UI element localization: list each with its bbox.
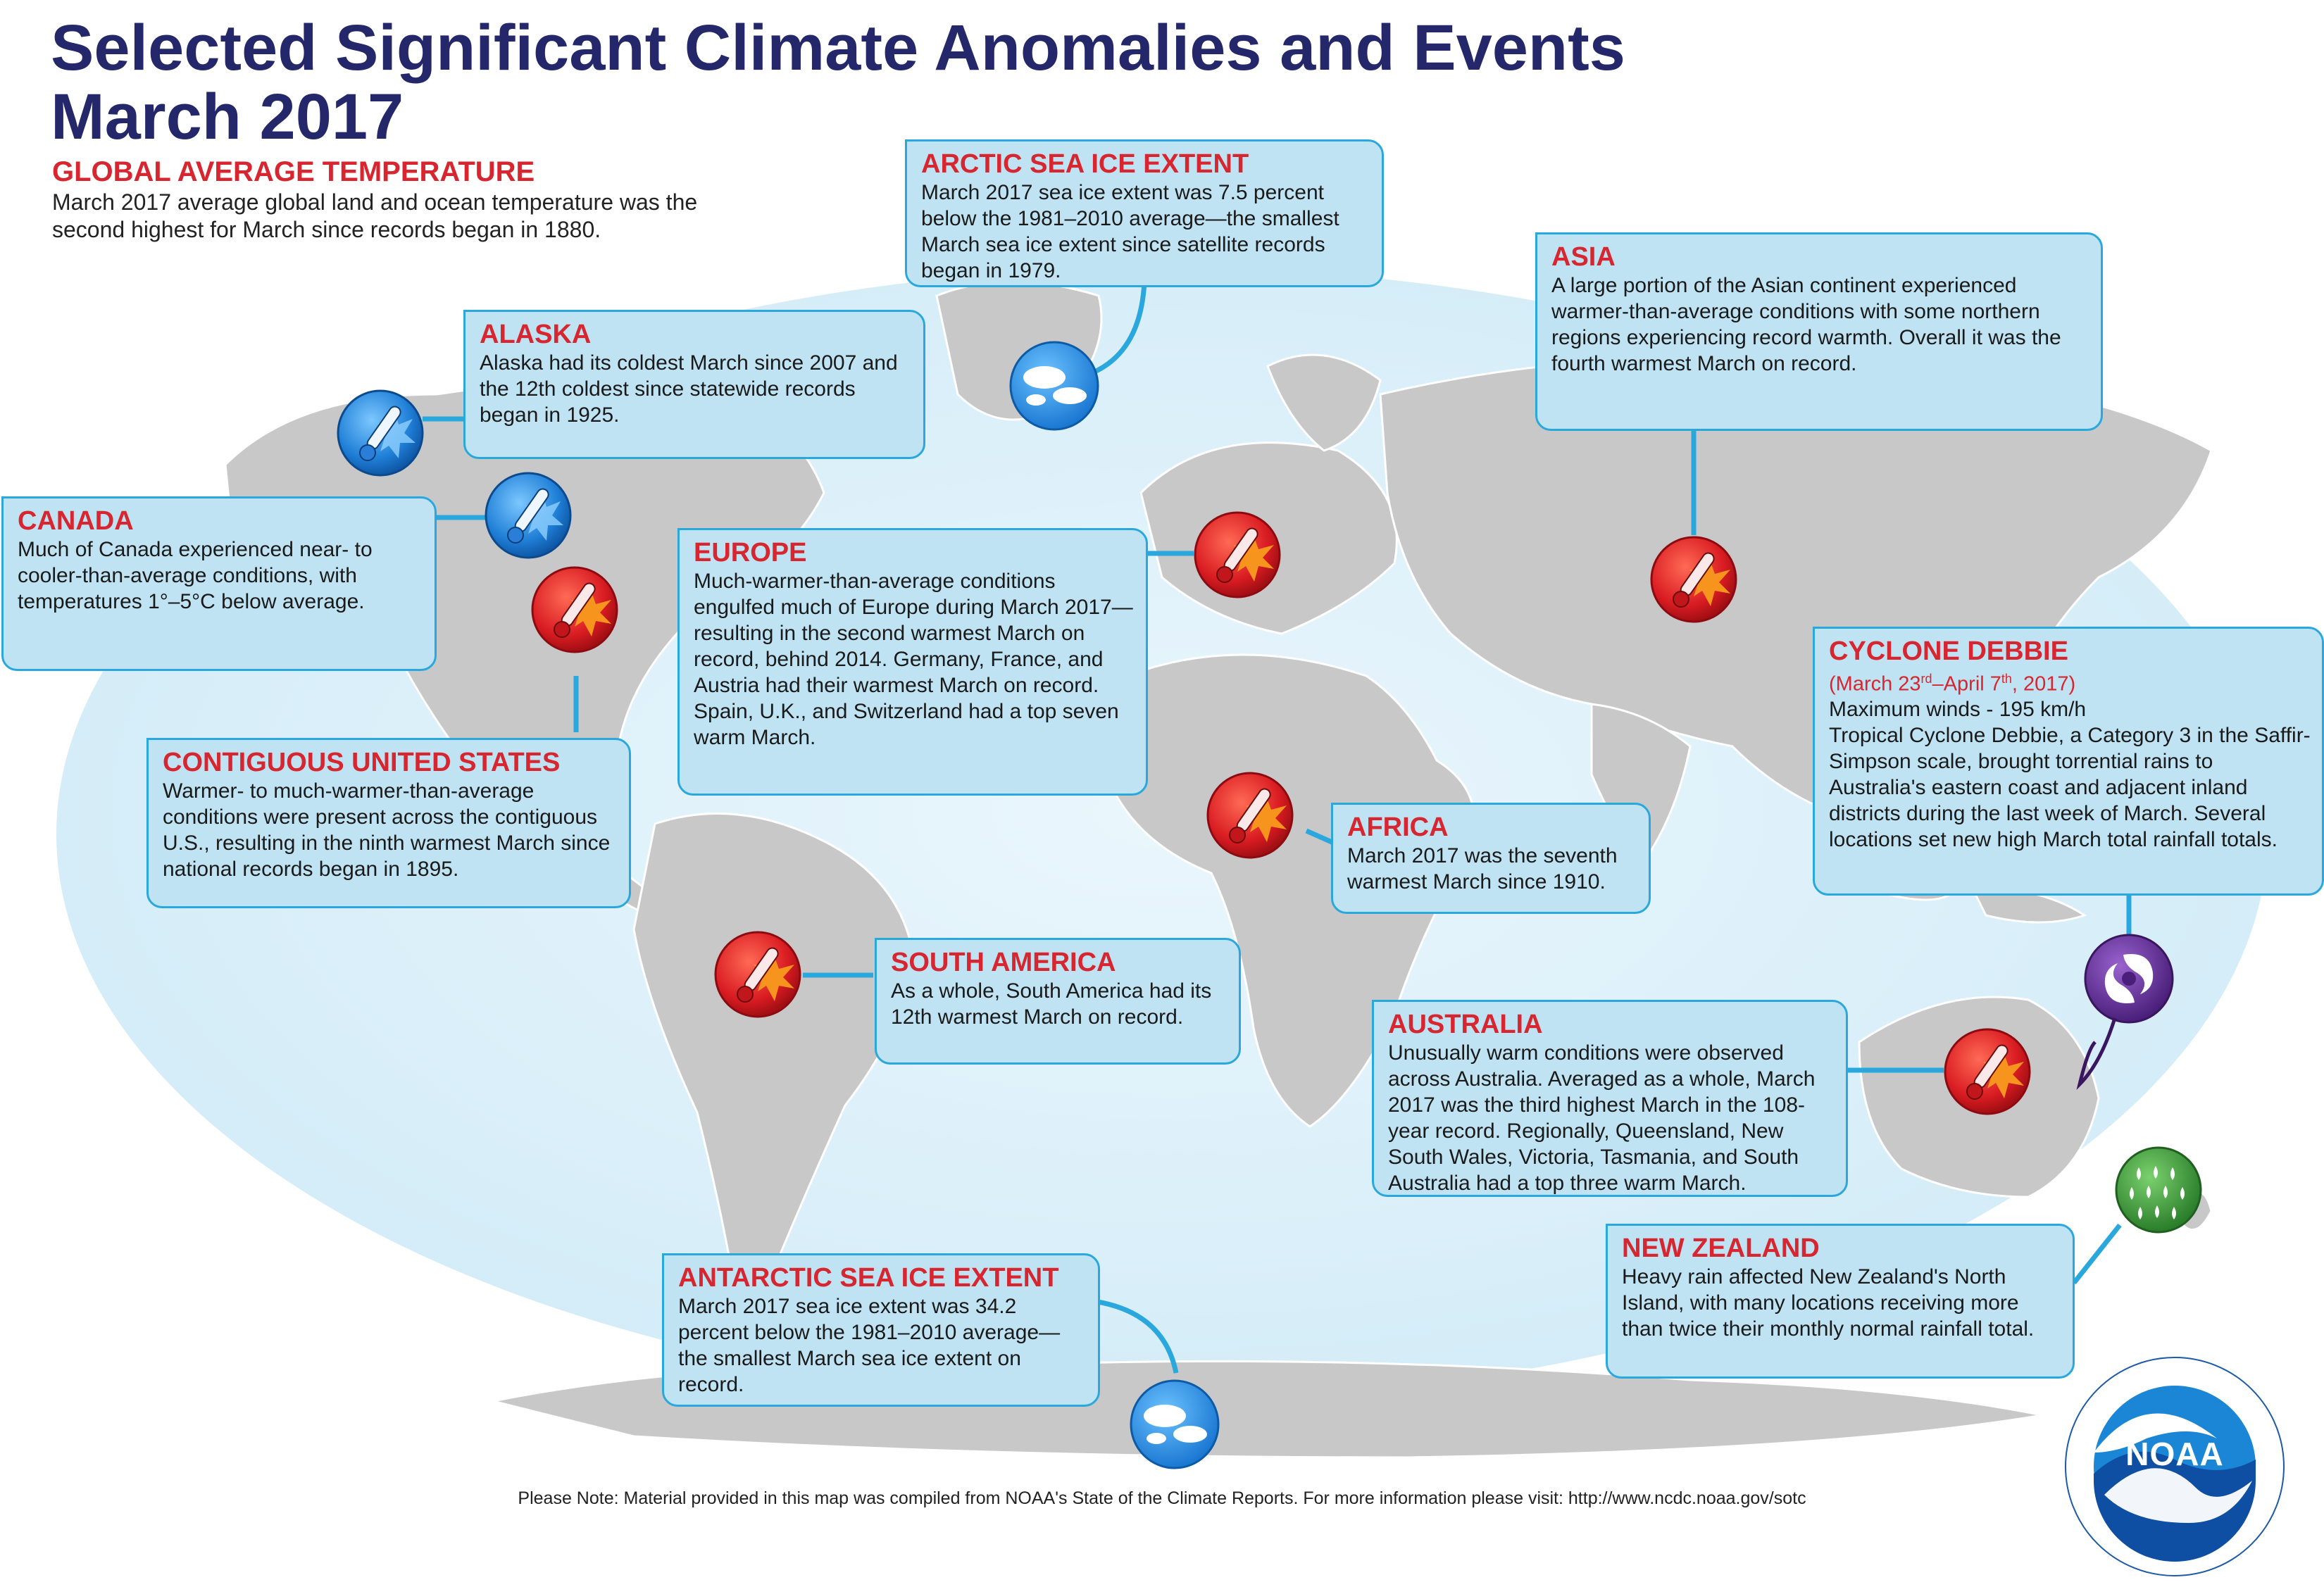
alaska-thermometer-cool-icon [338, 391, 423, 475]
new-zealand-heading: NEW ZEALAND [1622, 1234, 1820, 1263]
cyclone-date-year: , 2017) [2011, 672, 2076, 696]
cyclone-body: Tropical Cyclone Debbie, a Category 3 in the Saffir-Simpson scale, brought torrential rains to Australia's eastern coast and adjacent inland districts during the last week of March. Several locations set new high March total rainfall totals. [1829, 723, 2311, 851]
europe-body: Much-warmer-than-average conditions engulfed much of Europe during March 2017—resulting in the second warmest March on record, behind 2014. Germany, France, and Austria had their warmest March on record. Spain, U.K., and Switzerland had a top seven warm March. [694, 570, 1133, 749]
cyclone-date-start: (March 23 [1829, 672, 1921, 696]
noaa-logo-text: NOAA [2125, 1436, 2224, 1472]
us-box [146, 738, 631, 908]
canada-heading: CANADA [18, 506, 134, 536]
africa-thermometer-warm-icon [1208, 773, 1292, 858]
africa-body: March 2017 was the seventh warmest March since 1910. [1347, 844, 1618, 893]
australia-heading: AUSTRALIA [1388, 1010, 1543, 1039]
australia-thermometer-warm-icon [1945, 1029, 2030, 1114]
europe-heading: EUROPE [694, 538, 807, 567]
global-body: March 2017 average global land and ocean temperature was the second highest for March since records began in 1880. [52, 189, 698, 242]
cyclone-date-end: –April 7 [1932, 672, 2001, 696]
asia-heading: ASIA [1551, 242, 1616, 272]
asia-thermometer-warm-icon [1651, 537, 1736, 622]
europe-thermometer-warm-icon [1195, 513, 1280, 597]
arctic-box [905, 139, 1384, 287]
cyclone-winds: Maximum winds - 195 km/h [1829, 697, 2087, 721]
alaska-box [463, 310, 925, 459]
page-title: Selected Significant Climate Anomalies and Events [51, 12, 1625, 84]
global-heading: GLOBAL AVERAGE TEMPERATURE [52, 156, 535, 187]
us-body: Warmer- to much-warmer-than-average conditions were present across the contiguous U.S., resulting in the ninth warmest March since national records began in 1895. [163, 779, 611, 881]
canada-body: Much of Canada experienced near- to cooler-than-average conditions, with temperatures 1°–5°C below average. [18, 538, 373, 613]
cyclone-box [1813, 627, 2324, 896]
antarctic-body: March 2017 sea ice extent was 34.2 percent below the 1981–2010 average—the smallest March sea ice extent on record. [678, 1295, 1061, 1396]
antarctic-box [662, 1253, 1100, 1407]
cyclone-heading: CYCLONE DEBBIE [1829, 636, 2068, 666]
africa-heading: AFRICA [1347, 813, 1449, 842]
australia-box [1372, 1000, 1848, 1197]
asia-body: A large portion of the Asian continent experienced warmer-than-average conditions with some northern regions experiencing record warmth. Overall it was the fourth warmest March on record. [1551, 274, 2061, 375]
south-america-box [875, 938, 1241, 1065]
canada-thermometer-cool-icon [486, 473, 570, 558]
new-zealand-box [1606, 1224, 2075, 1379]
new-zealand-body: Heavy rain affected New Zealand's North Island, with many locations receiving more than twice their monthly normal rainfall total. [1622, 1265, 2035, 1341]
canada-box [1, 496, 437, 671]
europe-box [677, 528, 1148, 796]
cyclone-date-start-suffix: rd [1920, 672, 1932, 686]
heavy-rain-icon [2116, 1148, 2201, 1232]
arctic-body: March 2017 sea ice extent was 7.5 percent below the 1981–2010 average—the smallest March sea ice extent since satellite records began in 1979. [921, 181, 1339, 282]
us-heading: CONTIGUOUS UNITED STATES [163, 748, 561, 777]
australia-body: Unusually warm conditions were observed across Australia. Averaged as a whole, March 2017 was the third highest March in the 108-year record. Regionally, Queensland, New South Wales, Victoria, Tasmania, and South Australia had a top three warm March. [1388, 1041, 1816, 1195]
arctic-sea-ice-icon [1011, 342, 1098, 429]
page-subtitle: March 2017 [51, 81, 404, 153]
arctic-heading: ARCTIC SEA ICE EXTENT [921, 149, 1249, 179]
south-america-heading: SOUTH AMERICA [891, 948, 1116, 977]
asia-box [1535, 232, 2103, 431]
south-america-body: As a whole, South America had its 12th warmest March on record. [891, 979, 1212, 1029]
south-america-thermometer-warm-icon [716, 932, 800, 1017]
cyclone-dates [1829, 667, 2311, 696]
footnote: Please Note: Material provided in this map was compiled from NOAA's State of the Climate Reports. For more information please visit: http://www.ncdc.noaa.gov/sotc [518, 1488, 1806, 1508]
cyclone-date-end-suffix: th [2001, 672, 2012, 686]
antarctic-sea-ice-icon [1131, 1381, 1218, 1468]
us-thermometer-warm-icon [532, 567, 617, 652]
africa-box [1331, 803, 1651, 914]
alaska-body: Alaska had its coldest March since 2007 and the 12th coldest since statewide records began in 1925. [480, 351, 898, 427]
alaska-heading: ALASKA [480, 320, 592, 349]
antarctic-heading: ANTARCTIC SEA ICE EXTENT [678, 1263, 1059, 1293]
